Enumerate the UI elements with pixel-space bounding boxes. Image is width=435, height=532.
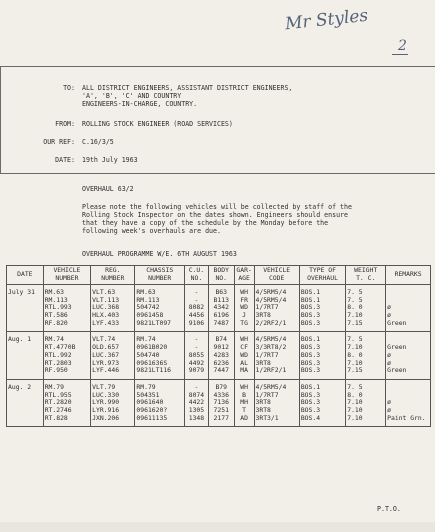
cell-value: VLT.74: [92, 335, 116, 344]
handwritten-underline: [392, 54, 408, 55]
cell-value: 7.10: [347, 413, 363, 422]
cell-value: RM.113: [136, 295, 160, 304]
cell-value: Green: [387, 318, 407, 327]
cell-value: 8. 0: [347, 390, 363, 399]
cell-value: 3RT8: [255, 358, 271, 367]
page-bottom-edge: [0, 522, 435, 532]
cell-value: BOS.1: [300, 288, 321, 296]
cell-value: 0961636S: [136, 358, 168, 367]
cell-cu-no: [185, 332, 209, 379]
to-line-1: ALL DISTRICT ENGINEERS, ASSISTANT DISTRICT ENGINEERS,: [82, 84, 293, 92]
programme-title: OVERHAUL PROGRAMME W/E. 6TH AUGUST 1963: [82, 250, 237, 258]
cell-value: RF.950: [44, 366, 68, 375]
column-header-text: REG.: [105, 266, 121, 275]
from-label: FROM:: [55, 120, 75, 128]
cell-value: BOS.3: [300, 358, 321, 367]
column-header-text: OVERHAUL: [307, 274, 338, 282]
cell-value: 7447: [213, 366, 229, 375]
cell-value: 9012: [213, 343, 229, 352]
pto-note: P.T.O.: [377, 505, 401, 513]
cell-value: 7. 5: [347, 382, 363, 391]
column-header-text: NUMBER: [148, 274, 172, 282]
cell-value: BOS.3: [300, 366, 321, 375]
cell-cu-no: [185, 379, 209, 426]
cell-value: B63: [215, 288, 227, 296]
cell-value: 2/2RF2/1: [255, 318, 287, 327]
cell-value: B113: [213, 295, 229, 304]
date-label: DATE:: [55, 156, 75, 164]
cell-value: LUC.368: [92, 303, 120, 312]
table-row: [7, 285, 431, 332]
cell-garage: [234, 285, 254, 332]
row-date: Aug. 2: [7, 379, 44, 426]
column-header-vehicle-number: [43, 266, 90, 285]
cell-value: 7.10: [347, 343, 363, 352]
cell-value: 4283: [213, 350, 229, 359]
cell-value: 9821LT097: [136, 318, 172, 327]
column-header-text: CODE: [268, 274, 285, 282]
cell-value: BOS.3: [300, 350, 321, 359]
cell-value: WH: [240, 382, 248, 391]
cell-value: 4492: [188, 358, 205, 367]
column-header-remarks: [386, 266, 431, 285]
cell-value: [387, 384, 429, 392]
column-header-text: TYPE OF: [309, 266, 336, 275]
cell-weight: [346, 285, 386, 332]
cell-value: 1/7RT7: [255, 303, 279, 312]
cell-value: 3/3RT8/2: [255, 343, 287, 352]
column-header-reg-number: [91, 266, 135, 285]
cell-value: B: [242, 390, 247, 399]
cell-value: J: [242, 311, 247, 320]
cell-value: AL: [240, 358, 248, 367]
cell-value: LYF.446: [92, 366, 120, 375]
cell-value: 7136: [213, 398, 229, 407]
cell-value: 4336: [213, 390, 229, 399]
column-header-type-of-overhaul: [299, 266, 345, 285]
cell-value: [387, 392, 429, 400]
cell-value: 0961620?: [136, 405, 168, 414]
cell-value: RT.2803: [44, 358, 72, 367]
cell-value: 9106: [188, 318, 205, 327]
cell-body-no: [208, 332, 234, 379]
column-header-text: NO.: [190, 274, 203, 282]
paragraph-line-2: Rolling Stock Inspector on the dates shown. Engineers should ensure: [82, 211, 348, 219]
cell-value: BOS.1: [300, 382, 321, 391]
cell-value: 1348: [188, 413, 205, 422]
to-line-3: ENGINEERS-IN-CHARGE, COUNTRY.: [82, 100, 198, 108]
cell-value: 4/5RM5/4: [255, 295, 287, 304]
cell-value: HLX.403: [92, 311, 120, 320]
column-header-text: VEHICLE: [53, 266, 81, 275]
cell-cu-no: [185, 285, 209, 332]
cell-value: 7.10: [347, 405, 363, 414]
cell-remarks: [386, 379, 431, 426]
cell-value: BOS.3: [300, 311, 321, 320]
cell-type-of-overhaul: [299, 285, 345, 332]
cell-value: 8. 0: [347, 350, 363, 359]
cell-value: ø: [387, 405, 392, 414]
cell-value: WH: [240, 288, 248, 296]
column-header-text: C.U.: [188, 266, 205, 275]
cell-value: 7.15: [347, 318, 363, 327]
column-header-text: T. C.: [356, 274, 376, 282]
column-header-text: VEHICLE: [263, 266, 291, 275]
cell-value: -: [194, 382, 199, 391]
cell-chassis-number: [135, 285, 185, 332]
column-header-text: BODY: [213, 266, 229, 275]
cell-value: RM.79: [44, 382, 64, 391]
cell-value: -: [194, 343, 199, 352]
column-header-text: NUMBER: [55, 274, 79, 282]
cell-value: RTL.993: [44, 303, 72, 312]
cell-value: RT.2746: [44, 405, 72, 414]
cell-value: 7487: [213, 318, 229, 327]
left-margin-line: [0, 66, 1, 174]
cell-value: 4/5RM5/4: [255, 288, 287, 296]
cell-value: [387, 297, 429, 305]
column-header-body-no: [208, 266, 234, 285]
to-label: TO:: [63, 84, 75, 92]
to-line-2: 'A', 'B', 'C' AND COUNTRY: [82, 92, 182, 100]
top-divider: [0, 66, 435, 67]
cell-value: B79: [215, 382, 227, 391]
paragraph-line-3: that they have a copy of the schedule by the Monday before the: [82, 219, 329, 227]
cell-value: 4422: [188, 398, 205, 407]
row-date: Aug. 1: [7, 332, 44, 379]
ref-value: C.16/3/5: [82, 138, 114, 146]
table-row: [7, 379, 431, 426]
cell-reg-number: [91, 332, 135, 379]
cell-value: ø: [387, 350, 392, 359]
cell-value: LUC.367: [92, 350, 120, 359]
cell-chassis-number: [135, 379, 185, 426]
cell-vehicle-number: [43, 285, 90, 332]
cell-remarks: [386, 332, 431, 379]
cell-value: 7.10: [347, 311, 363, 320]
cell-value: RM.74: [44, 335, 64, 344]
column-header-text: NUMBER: [101, 274, 125, 282]
cell-value: 0961640: [136, 398, 164, 407]
paragraph-line-1: Please note the following vehicles will be collected by staff of the: [82, 203, 352, 211]
column-header-text: GAR-: [236, 266, 252, 275]
cell-value: 8082: [188, 303, 205, 312]
header-divider: [0, 173, 435, 174]
cell-value: T: [242, 405, 247, 414]
cell-value: ø: [387, 303, 392, 312]
cell-value: MH: [240, 398, 248, 407]
cell-value: AD: [240, 413, 248, 422]
cell-value: WH: [240, 335, 248, 344]
date-value: 19th July 1963: [82, 156, 138, 164]
cell-value: LYR.990: [92, 398, 120, 407]
cell-garage: [234, 379, 254, 426]
cell-type-of-overhaul: [299, 379, 345, 426]
from-value: ROLLING STOCK ENGINEER (ROAD SERVICES): [82, 120, 233, 128]
cell-body-no: [208, 379, 234, 426]
subject: OVERHAUL 63/2: [82, 185, 134, 193]
cell-value: RM.74: [136, 335, 156, 344]
cell-value: RF.820: [44, 318, 68, 327]
column-header-cu-no: [185, 266, 209, 285]
cell-value: 8055: [188, 350, 205, 359]
cell-value: 3RT3/1: [255, 413, 279, 422]
cell-vehicle-number: [43, 379, 90, 426]
column-header-text: DATE: [17, 270, 33, 279]
cell-value: VLT.79: [92, 382, 116, 391]
cell-value: 1/7RT7: [255, 350, 279, 359]
cell-value: RT.2820: [44, 398, 72, 407]
column-header-text: AGE: [238, 274, 250, 282]
cell-value: RTL.955: [44, 390, 72, 399]
cell-value: 3RT8: [255, 405, 271, 414]
cell-value: CF: [240, 343, 248, 352]
cell-value: BOS.4: [300, 413, 321, 422]
cell-vehicle-code: [254, 379, 299, 426]
cell-type-of-overhaul: [299, 332, 345, 379]
cell-value: -: [194, 335, 199, 344]
cell-value: 9821LT116: [136, 366, 172, 375]
cell-value: RT.4770B: [44, 343, 76, 352]
cell-value: ø: [387, 398, 392, 407]
cell-value: 8. 0: [347, 303, 363, 312]
cell-value: RM.113: [44, 295, 68, 304]
cell-value: RTL.992: [44, 350, 72, 359]
cell-value: 7.15: [347, 366, 363, 375]
column-header-weight: [346, 266, 386, 285]
cell-value: 0961B020: [136, 343, 168, 352]
cell-value: 6196: [213, 311, 229, 320]
cell-value: 7. 5: [347, 335, 363, 344]
cell-value: RT.586: [44, 311, 68, 320]
column-header-chassis-number: [135, 266, 185, 285]
table-row: [7, 332, 431, 379]
cell-value: 4/5RM5/4: [255, 382, 287, 391]
column-header-text: NO.: [215, 274, 227, 282]
cell-value: 8074: [188, 390, 205, 399]
cell-value: Paint Grn.: [387, 413, 426, 422]
cell-value: ø: [387, 311, 392, 320]
cell-value: -: [194, 295, 199, 304]
cell-weight: [346, 379, 386, 426]
cell-value: BOS.3: [300, 390, 321, 399]
cell-value: BOS.1: [300, 335, 321, 344]
cell-value: 7.10: [347, 358, 363, 367]
cell-value: [387, 289, 429, 297]
cell-reg-number: [91, 285, 135, 332]
cell-reg-number: [91, 379, 135, 426]
cell-value: VLT.63: [92, 288, 116, 296]
cell-value: RM.63: [44, 288, 64, 296]
column-header-text: WEIGHT: [354, 266, 378, 275]
ref-label: OUR REF:: [43, 138, 75, 146]
cell-value: Green: [387, 343, 407, 352]
cell-value: BOS.3: [300, 398, 321, 407]
cell-value: OLD.657: [92, 343, 120, 352]
cell-value: 7251: [213, 405, 229, 414]
cell-value: 6236: [213, 358, 229, 367]
cell-value: 7. 5: [347, 288, 363, 296]
cell-value: ø: [387, 358, 392, 367]
cell-value: 4342: [213, 303, 229, 312]
cell-chassis-number: [135, 332, 185, 379]
cell-value: 3RT8: [255, 311, 271, 320]
cell-body-no: [208, 285, 234, 332]
cell-value: 1/7RT7: [255, 390, 279, 399]
cell-remarks: [386, 285, 431, 332]
cell-value: RM.79: [136, 382, 156, 391]
cell-value: RM.63: [136, 288, 156, 296]
cell-vehicle-code: [254, 332, 299, 379]
cell-value: 7.10: [347, 398, 363, 407]
overhaul-table: [6, 265, 431, 427]
row-date: July 31: [7, 285, 44, 332]
cell-value: BOS.1: [300, 295, 321, 304]
cell-value: BOS.3: [300, 318, 321, 327]
cell-value: 1/2RF2/1: [255, 366, 287, 375]
cell-value: LYR.973: [92, 358, 120, 367]
cell-value: WD: [240, 303, 248, 312]
column-header-garage: [234, 266, 254, 285]
cell-value: MA: [240, 366, 248, 375]
cell-vehicle-number: [43, 332, 90, 379]
cell-value: 2177: [213, 413, 229, 422]
cell-value: BOS.3: [300, 343, 321, 352]
cell-value: 9079: [188, 366, 205, 375]
cell-value: LUC.330: [92, 390, 120, 399]
column-header-text: REMARKS: [394, 270, 422, 279]
cell-value: 504351: [136, 390, 160, 399]
cell-value: VLT.113: [92, 295, 120, 304]
cell-value: Green: [387, 366, 407, 375]
cell-value: BOS.3: [300, 405, 321, 414]
handwritten-name: Mr Styles: [284, 5, 370, 35]
cell-value: 09611135: [136, 413, 168, 422]
cell-value: LYR.916: [92, 405, 120, 414]
cell-value: -: [194, 288, 199, 296]
cell-value: WD: [240, 350, 248, 359]
cell-value: RT.828: [44, 413, 68, 422]
cell-value: 7. 5: [347, 295, 363, 304]
cell-value: 504742: [136, 303, 160, 312]
cell-vehicle-code: [254, 285, 299, 332]
cell-garage: [234, 332, 254, 379]
cell-value: 4/5RM5/4: [255, 335, 287, 344]
column-header-vehicle-code: [254, 266, 299, 285]
handwritten-number: 2: [398, 38, 407, 54]
column-header-date: [7, 266, 44, 285]
table-header-row: [7, 266, 431, 285]
column-header-text: CHASSIS: [146, 266, 174, 275]
cell-value: 1305: [188, 405, 205, 414]
cell-value: FR: [240, 295, 248, 304]
cell-value: 504740: [136, 350, 160, 359]
cell-value: B74: [215, 335, 227, 344]
cell-weight: [346, 332, 386, 379]
cell-value: 3RT8: [255, 398, 271, 407]
cell-value: 0961458: [136, 311, 164, 320]
cell-value: LYF.433: [92, 318, 120, 327]
paragraph-line-4: following week's overhauls are due.: [82, 227, 221, 235]
cell-value: 4456: [188, 311, 205, 320]
cell-value: JXN.206: [92, 413, 120, 422]
cell-value: BOS.3: [300, 303, 321, 312]
cell-value: TG: [240, 318, 248, 327]
